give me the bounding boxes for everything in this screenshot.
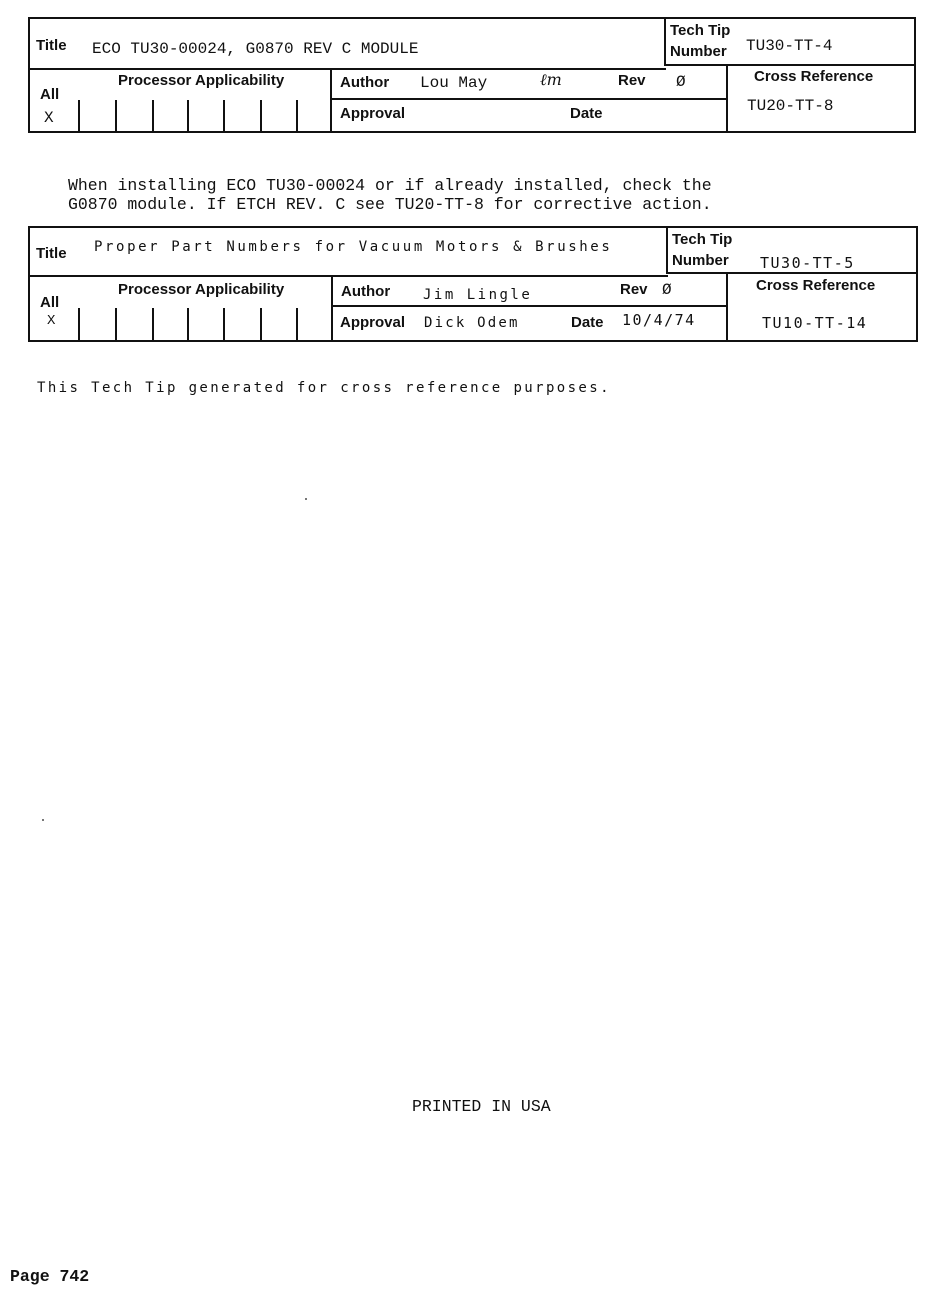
body-text-cross-reference-note: This Tech Tip generated for cross reference purposes. — [37, 380, 611, 396]
form-1-rev-value: Ø — [676, 73, 686, 91]
form-1-processor-label: Processor Applicability — [118, 72, 285, 89]
form-1-xref-value: TU20-TT-8 — [747, 97, 834, 115]
form-1-author-value: Lou May — [420, 74, 488, 92]
form-1-xref-label: Cross Reference — [754, 68, 874, 85]
form-2-all-mark: X — [47, 313, 56, 329]
body-text-line-2: G0870 module. If ETCH REV. C see TU20-TT-8 for corrective action. — [68, 195, 712, 214]
form-2-row-divider — [28, 275, 668, 277]
form-2-proc-sep — [331, 275, 333, 340]
form-2-number-label: Number — [672, 252, 729, 269]
form-1-author-divider — [330, 98, 728, 100]
form-2-date-value: 10/4/74 — [622, 311, 696, 329]
form-2-all-label: All — [40, 294, 60, 311]
form-2-rev-label: Rev — [620, 281, 648, 298]
form-1-row-divider — [28, 68, 666, 70]
form-2-xref-label: Cross Reference — [756, 277, 876, 294]
page-number: Page 742 — [10, 1267, 90, 1286]
form-2-tech-tip-label: Tech Tip — [672, 231, 733, 248]
form-1-number-label: Number — [670, 43, 727, 60]
form-2-xref-value: TU10-TT-14 — [762, 314, 868, 332]
form-2-tech-tip-number: TU30-TT-5 — [760, 254, 855, 272]
form-1-title-value: ECO TU30-00024, G0870 REV C MODULE — [92, 40, 419, 58]
form-1-approval-label: Approval — [340, 105, 406, 122]
scan-speck — [42, 819, 44, 821]
form-2-date-label: Date — [571, 314, 604, 331]
scan-speck — [305, 498, 307, 500]
form-2-processor-label: Processor Applicability — [118, 281, 285, 298]
form-1-author-initials: ℓm — [540, 70, 562, 89]
form-2-author-divider — [331, 305, 728, 307]
printed-in-usa: PRINTED IN USA — [412, 1097, 551, 1116]
form-1-all-mark: X — [44, 109, 54, 127]
form-2-rev-value: Ø — [662, 281, 672, 299]
form-2-title-value: Proper Part Numbers for Vacuum Motors & Brushes — [94, 239, 613, 255]
form-1-right-divider — [664, 64, 916, 66]
form-2-author-label: Author — [341, 283, 391, 300]
form-1-title-label: Title — [36, 37, 67, 54]
form-2-right-divider — [666, 272, 918, 274]
form-2-approval-label: Approval — [340, 314, 406, 331]
form-1-all-label: All — [40, 86, 60, 103]
form-2-approval-value: Dick Odem — [424, 315, 520, 331]
form-2-title-label: Title — [36, 245, 67, 262]
form-1-tech-tip-label: Tech Tip — [670, 22, 731, 39]
form-1-rev-label: Rev — [618, 72, 646, 89]
form-1-author-label: Author — [340, 74, 390, 91]
form-2-author-value: Jim Lingle — [423, 287, 533, 303]
form-2-title-sep — [666, 226, 668, 274]
form-1-date-label: Date — [570, 105, 603, 122]
form-1-tech-tip-number: TU30-TT-4 — [746, 37, 833, 55]
form-1-title-sep — [664, 17, 666, 66]
body-text-line-1: When installing ECO TU30-00024 or if already installed, check the — [68, 176, 712, 195]
